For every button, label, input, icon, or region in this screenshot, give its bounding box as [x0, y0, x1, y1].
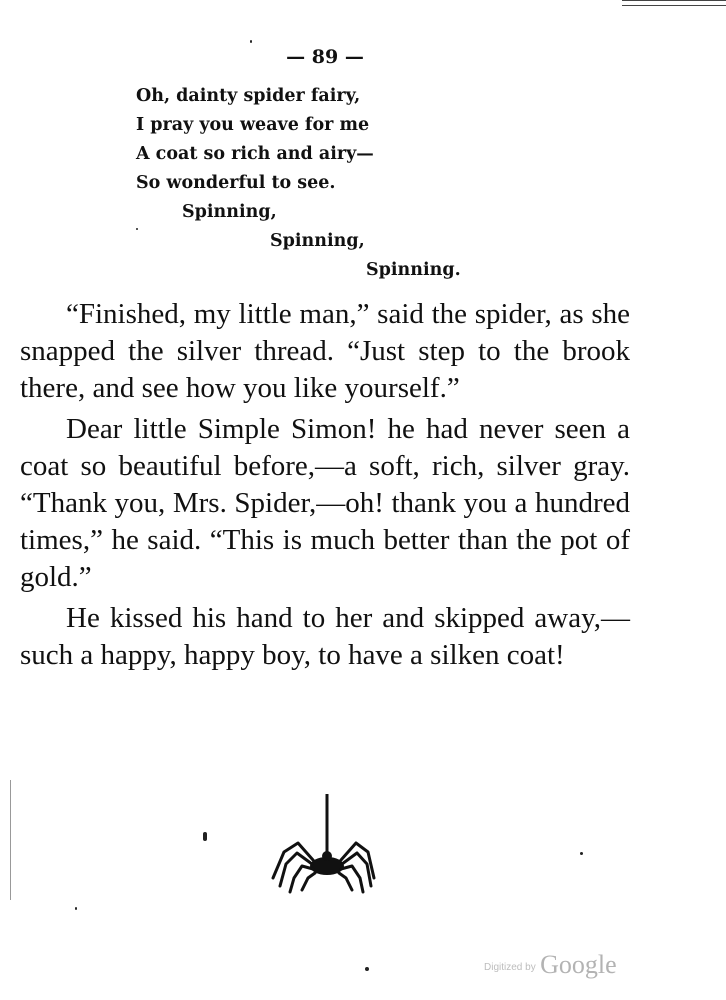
poem-line: Spinning.	[366, 260, 461, 280]
paragraph: Dear little Simple Simon! he had never seen a coat so beautiful before,—a soft, rich, silver gray. “Thank you, Mrs. Spider,—oh! thank you a hundred times,” he said. “This is much better than the pot of gold.”	[20, 413, 630, 593]
print-speck	[580, 852, 583, 855]
poem-line: I pray you weave for me	[136, 115, 370, 135]
paragraph: He kissed his hand to her and skipped away,—such a happy, happy boy, to have a silken coat!	[20, 602, 630, 671]
poem-line: Spinning,	[182, 202, 277, 222]
print-speck	[136, 228, 138, 230]
poem-line: Spinning,	[270, 231, 365, 251]
poem-line: So wonderful to see.	[136, 173, 336, 193]
watermark-prefix: Digitized by	[484, 962, 536, 973]
paragraph: “Finished, my little man,” said the spider, as she snapped the silver thread. “Just step to the brook there, and see how you like yourself.”	[20, 298, 630, 404]
top-edge-rule	[622, 0, 726, 6]
prose-text	[20, 296, 630, 674]
digitized-by-google-watermark	[484, 950, 617, 980]
poem	[136, 82, 461, 285]
poem-line: Oh, dainty spider fairy,	[136, 86, 361, 106]
page-number: — 89 —	[286, 46, 364, 68]
poem-line: A coat so rich and airy—	[136, 144, 374, 164]
watermark-brand: Google	[540, 950, 617, 979]
print-speck	[75, 907, 77, 910]
print-speck	[365, 967, 369, 971]
print-speck	[250, 40, 252, 43]
print-speck	[10, 780, 11, 900]
print-speck	[203, 832, 207, 841]
spider-icon	[268, 794, 378, 896]
